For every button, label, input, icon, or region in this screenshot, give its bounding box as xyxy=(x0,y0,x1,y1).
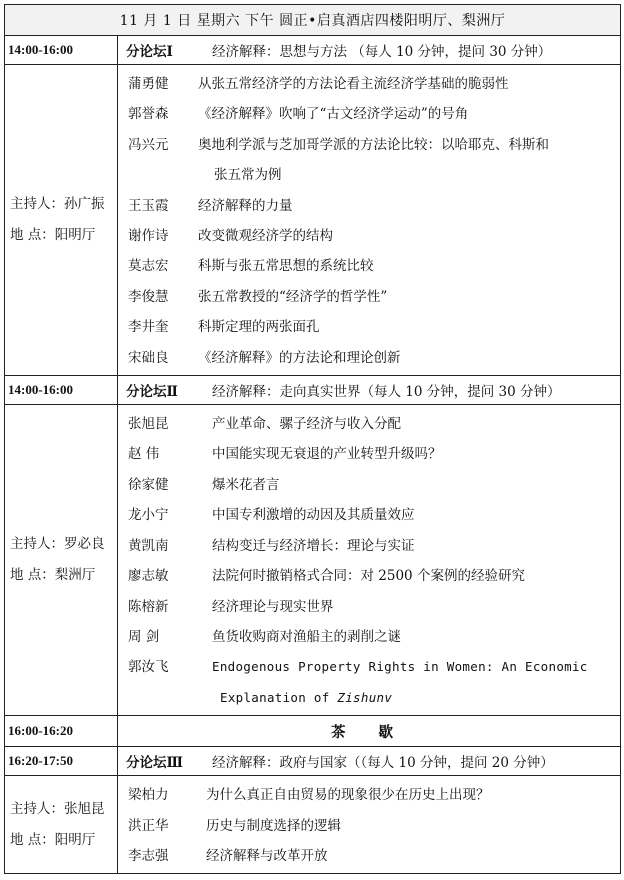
forum-row xyxy=(5,36,621,65)
talk-title: 中国专利激增的动因及其质量效应 xyxy=(212,507,415,524)
speaker: 李井奎 xyxy=(128,319,169,336)
talk-title: 经济理论与现实世界 xyxy=(212,598,334,615)
speaker: 莫志宏 xyxy=(128,258,169,275)
talk-title-continued: 张五常为例 xyxy=(214,167,282,184)
forum-label: 分论坛Ⅱ xyxy=(126,384,178,401)
forum-body xyxy=(5,776,621,874)
talk-title: 科斯定理的两张面孔 xyxy=(198,319,320,336)
talk-item xyxy=(128,652,620,713)
host-cell xyxy=(5,65,118,376)
talk-item xyxy=(128,191,620,221)
talk-title-continued: Explanation of Zishunv xyxy=(220,689,393,705)
talk-item xyxy=(128,811,620,841)
schedule-header: 11 月 1 日 星期六 下午 圆正•启真酒店四楼阳明厅、梨洲厅 xyxy=(5,5,621,36)
speaker: 谢作诗 xyxy=(128,228,169,245)
forum-label: 分论坛Ⅲ xyxy=(126,755,183,772)
location: 地 点：阳明厅 xyxy=(10,227,96,244)
forum-label: 分论坛Ⅰ xyxy=(126,44,173,60)
talk-item xyxy=(128,130,620,191)
talk-list xyxy=(118,65,621,376)
forum-time: 14:00-16:00 xyxy=(5,376,118,405)
talk-item xyxy=(128,69,620,99)
speaker: 周 剑 xyxy=(128,628,160,645)
talk-title: 中国能实现无衰退的产业转型升级吗？ xyxy=(212,446,442,463)
talk-title: 为什么真正自由贸易的现象很少在历史上出现？ xyxy=(206,787,490,804)
speaker: 张旭昆 xyxy=(128,416,169,433)
host: 主持人：张旭昆 xyxy=(10,800,105,817)
talk-title: 历史与制度选择的逻辑 xyxy=(206,817,341,834)
talk-item xyxy=(128,221,620,251)
forum-topic: 经济解释：走向真实世界（每人 10 分钟，提问 30 分钟） xyxy=(212,384,561,401)
talk-title: 《经济解释》的方法论和理论创新 xyxy=(198,349,401,366)
speaker: 郭汝飞 xyxy=(128,659,169,676)
host: 主持人：孙广振 xyxy=(10,196,105,213)
talk-title: 改变微观经济学的结构 xyxy=(198,228,333,245)
speaker: 陈榕新 xyxy=(128,598,169,615)
talk-item xyxy=(128,780,620,810)
forum-row xyxy=(5,376,621,405)
talk-title: 结构变迁与经济增长：理论与实证 xyxy=(212,537,415,554)
talk-title: 经济解释的力量 xyxy=(198,197,293,214)
talk-title: 产业革命、骡子经济与收入分配 xyxy=(212,416,401,433)
talk-title: 法院何时撤销格式合同：对 2500 个案例的经验研究 xyxy=(212,568,525,585)
forum-topic: 经济解释：思想与方法 （每人 10 分钟，提问 30 分钟） xyxy=(212,44,552,60)
talk-list xyxy=(118,405,621,716)
schedule xyxy=(4,4,620,874)
speaker: 郭誉森 xyxy=(128,106,169,123)
forum-time: 14:00-16:00 xyxy=(5,36,118,65)
speaker: 李俊慧 xyxy=(128,288,169,305)
talk-item xyxy=(128,841,620,871)
tea-break-label: 茶 歇 xyxy=(118,716,621,747)
talk-title: 鱼货收购商对渔船主的剥削之谜 xyxy=(212,628,401,645)
talk-item xyxy=(128,343,620,373)
forum-heading xyxy=(118,36,621,65)
forum-time: 16:20-17:50 xyxy=(5,747,118,776)
talk-item xyxy=(128,622,620,652)
talk-title: 张五常教授的“经济学的哲学性” xyxy=(198,288,388,305)
talk-item xyxy=(128,470,620,500)
speaker: 龙小宁 xyxy=(128,507,169,524)
talk-title: 经济解释与改革开放 xyxy=(206,847,328,864)
host: 主持人：罗必良 xyxy=(10,536,105,553)
talk-item xyxy=(128,409,620,439)
talk-title: 《经济解释》吹响了“古文经济学运动”的号角 xyxy=(198,106,469,123)
talk-item xyxy=(128,439,620,469)
tea-break-row xyxy=(5,716,621,747)
forum-heading xyxy=(118,747,621,776)
talk-item xyxy=(128,99,620,129)
forum-row xyxy=(5,747,621,776)
speaker: 洪正华 xyxy=(128,817,169,834)
forum-topic: 经济解释：政府与国家（（每人 10 分钟，提问 20 分钟） xyxy=(212,755,554,772)
schedule-table xyxy=(4,4,621,874)
speaker: 黄凯南 xyxy=(128,537,169,554)
location: 地 点：阳明厅 xyxy=(10,831,96,848)
header-row xyxy=(5,5,621,36)
speaker: 王玉霞 xyxy=(128,197,169,214)
talk-item xyxy=(128,561,620,591)
host-cell xyxy=(5,405,118,716)
forum-body xyxy=(5,65,621,376)
talk-title-italic: Zishunv xyxy=(337,689,393,705)
speaker: 宋础良 xyxy=(128,349,169,366)
talk-item xyxy=(128,531,620,561)
host-cell xyxy=(5,776,118,874)
tea-break-time: 16:00-16:20 xyxy=(5,716,118,747)
talk-title: 从张五常经济学的方法论看主流经济学基础的脆弱性 xyxy=(198,76,509,92)
forum-body xyxy=(5,405,621,716)
speaker: 蒲勇健 xyxy=(128,76,169,92)
talk-list xyxy=(118,776,621,874)
speaker: 廖志敏 xyxy=(128,568,169,585)
location: 地 点：梨洲厅 xyxy=(10,567,96,584)
talk-item xyxy=(128,500,620,530)
talk-item xyxy=(128,282,620,312)
speaker: 李志强 xyxy=(128,847,169,864)
speaker: 梁柏力 xyxy=(128,787,169,804)
speaker: 冯兴元 xyxy=(128,136,169,153)
speaker: 徐家健 xyxy=(128,476,169,493)
talk-title: 科斯与张五常思想的系统比较 xyxy=(198,258,374,275)
forum-heading xyxy=(118,376,621,405)
speaker: 赵 伟 xyxy=(128,446,160,463)
talk-item xyxy=(128,251,620,281)
talk-title: 爆米花者言 xyxy=(212,476,280,493)
talk-item xyxy=(128,592,620,622)
talk-item xyxy=(128,312,620,342)
talk-title: 奥地利学派与芝加哥学派的方法论比较：以哈耶克、科斯和 xyxy=(198,136,549,153)
talk-title: Endogenous Property Rights in Women: An Economic xyxy=(212,659,588,675)
